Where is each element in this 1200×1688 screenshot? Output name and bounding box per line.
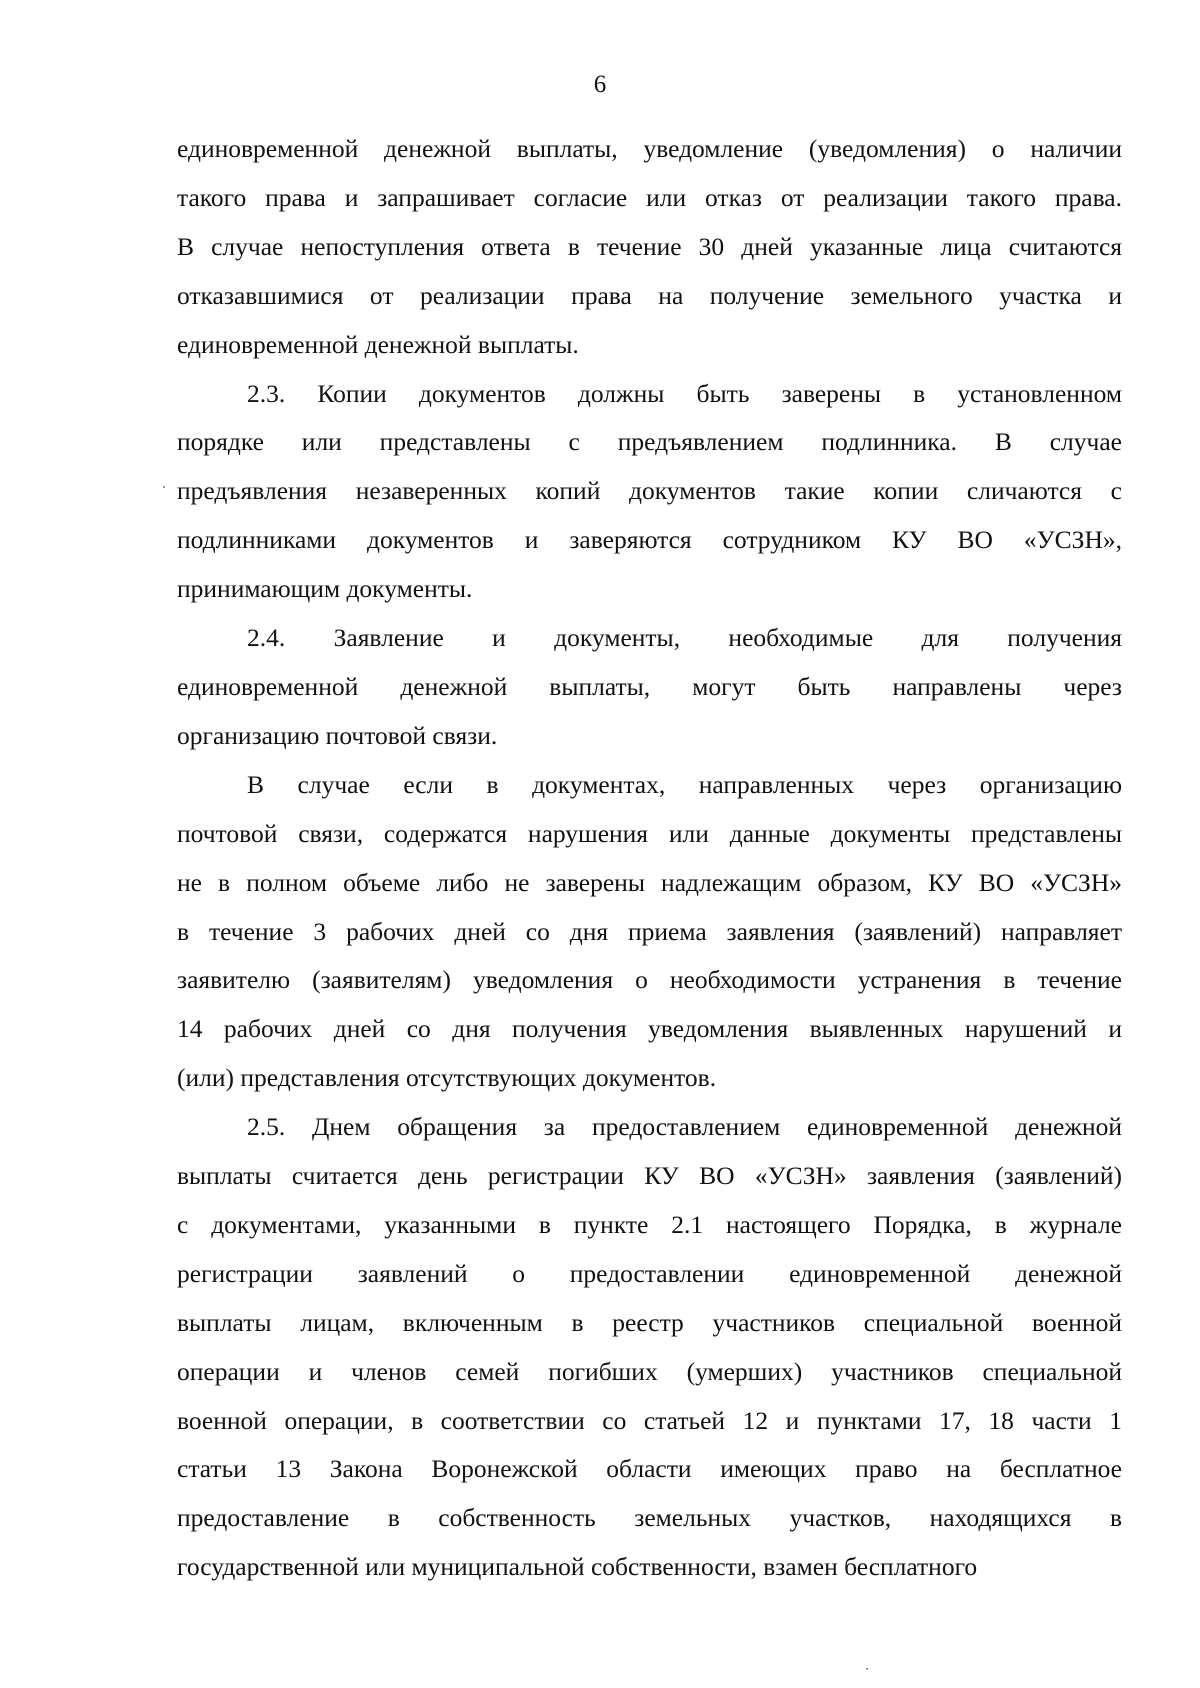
text-line: в течение 3 рабочих дней со дня приема заявления (заявлений) направляет: [177, 916, 1122, 946]
text-line: единовременной денежной выплаты.: [177, 329, 579, 359]
text-line: статьи 13 Закона Воронежской области имеющих право на бесплатное: [177, 1454, 1122, 1484]
text-line: предъявления незаверенных копий документов такие копии сличаются с: [177, 476, 1122, 506]
text-line: принимающим документы.: [177, 574, 473, 604]
text-line: единовременной денежной выплаты, могут быть направлены через: [177, 671, 1122, 701]
text-line: предоставление в собственность земельных участков, находящихся в: [177, 1503, 1122, 1533]
paragraph-p3: [177, 761, 1122, 1103]
paragraph-p1: [177, 370, 1122, 615]
text-line: почтовой связи, содержатся нарушения или данные документы представлены: [177, 818, 1122, 848]
text-line: В случае если в документах, направленных через организацию: [247, 769, 1122, 799]
text-line: операции и членов семей погибших (умерших) участников специальной: [177, 1356, 1122, 1386]
paragraph-p4: [177, 1103, 1122, 1592]
text-line: (или) представления отсутствующих документов.: [177, 1063, 717, 1093]
text-line: военной операции, в соответствии со статьей 12 и пунктами 17, 18 части 1: [177, 1405, 1122, 1435]
text-line: порядке или представлены с предъявлением подлинника. В случае: [177, 427, 1122, 457]
text-line: заявителю (заявителям) уведомления о необходимости устранения в течение: [177, 965, 1122, 995]
text-line: такого права и запрашивает согласие или отказ от реализации такого права.: [177, 182, 1122, 212]
text-line: отказавшимися от реализации права на получение земельного участка и: [177, 280, 1122, 310]
text-line: 2.4. Заявление и документы, необходимые для получения: [247, 623, 1122, 653]
text-line: государственной или муниципальной собственности, взамен бесплатного: [177, 1552, 978, 1582]
text-line: с документами, указанными в пункте 2.1 настоящего Порядка, в журнале: [177, 1209, 1122, 1239]
text-line: единовременной денежной выплаты, уведомление (уведомления) о наличии: [177, 134, 1122, 163]
scan-artifact: [163, 486, 165, 488]
text-line: выплаты считается день регистрации КУ ВО «УСЗН» заявления (заявлений): [177, 1161, 1122, 1191]
document-body: [177, 125, 1122, 1592]
text-line: не в полном объеме либо не заверены надлежащим образом, КУ ВО «УСЗН»: [177, 867, 1122, 897]
text-line: подлинниками документов и заверяются сотрудником КУ ВО «УСЗН»,: [177, 525, 1122, 555]
text-line: регистрации заявлений о предоставлении единовременной денежной: [177, 1258, 1122, 1288]
paragraph-p0: [177, 125, 1122, 370]
text-line: В случае непоступления ответа в течение 30 дней указанные лица считаются: [177, 231, 1122, 261]
scan-artifact: [866, 1668, 868, 1670]
text-line: 14 рабочих дней со дня получения уведомления выявленных нарушений и: [177, 1014, 1122, 1044]
text-line: 2.5. Днем обращения за предоставлением единовременной денежной: [247, 1112, 1122, 1142]
paragraph-p2: [177, 614, 1122, 761]
page-number: 6: [593, 71, 607, 98]
text-line: организацию почтовой связи.: [177, 720, 498, 750]
text-line: 2.3. Копии документов должны быть заверены в установленном: [247, 378, 1122, 408]
text-line: выплаты лицам, включенным в реестр участников специальной военной: [177, 1307, 1122, 1337]
